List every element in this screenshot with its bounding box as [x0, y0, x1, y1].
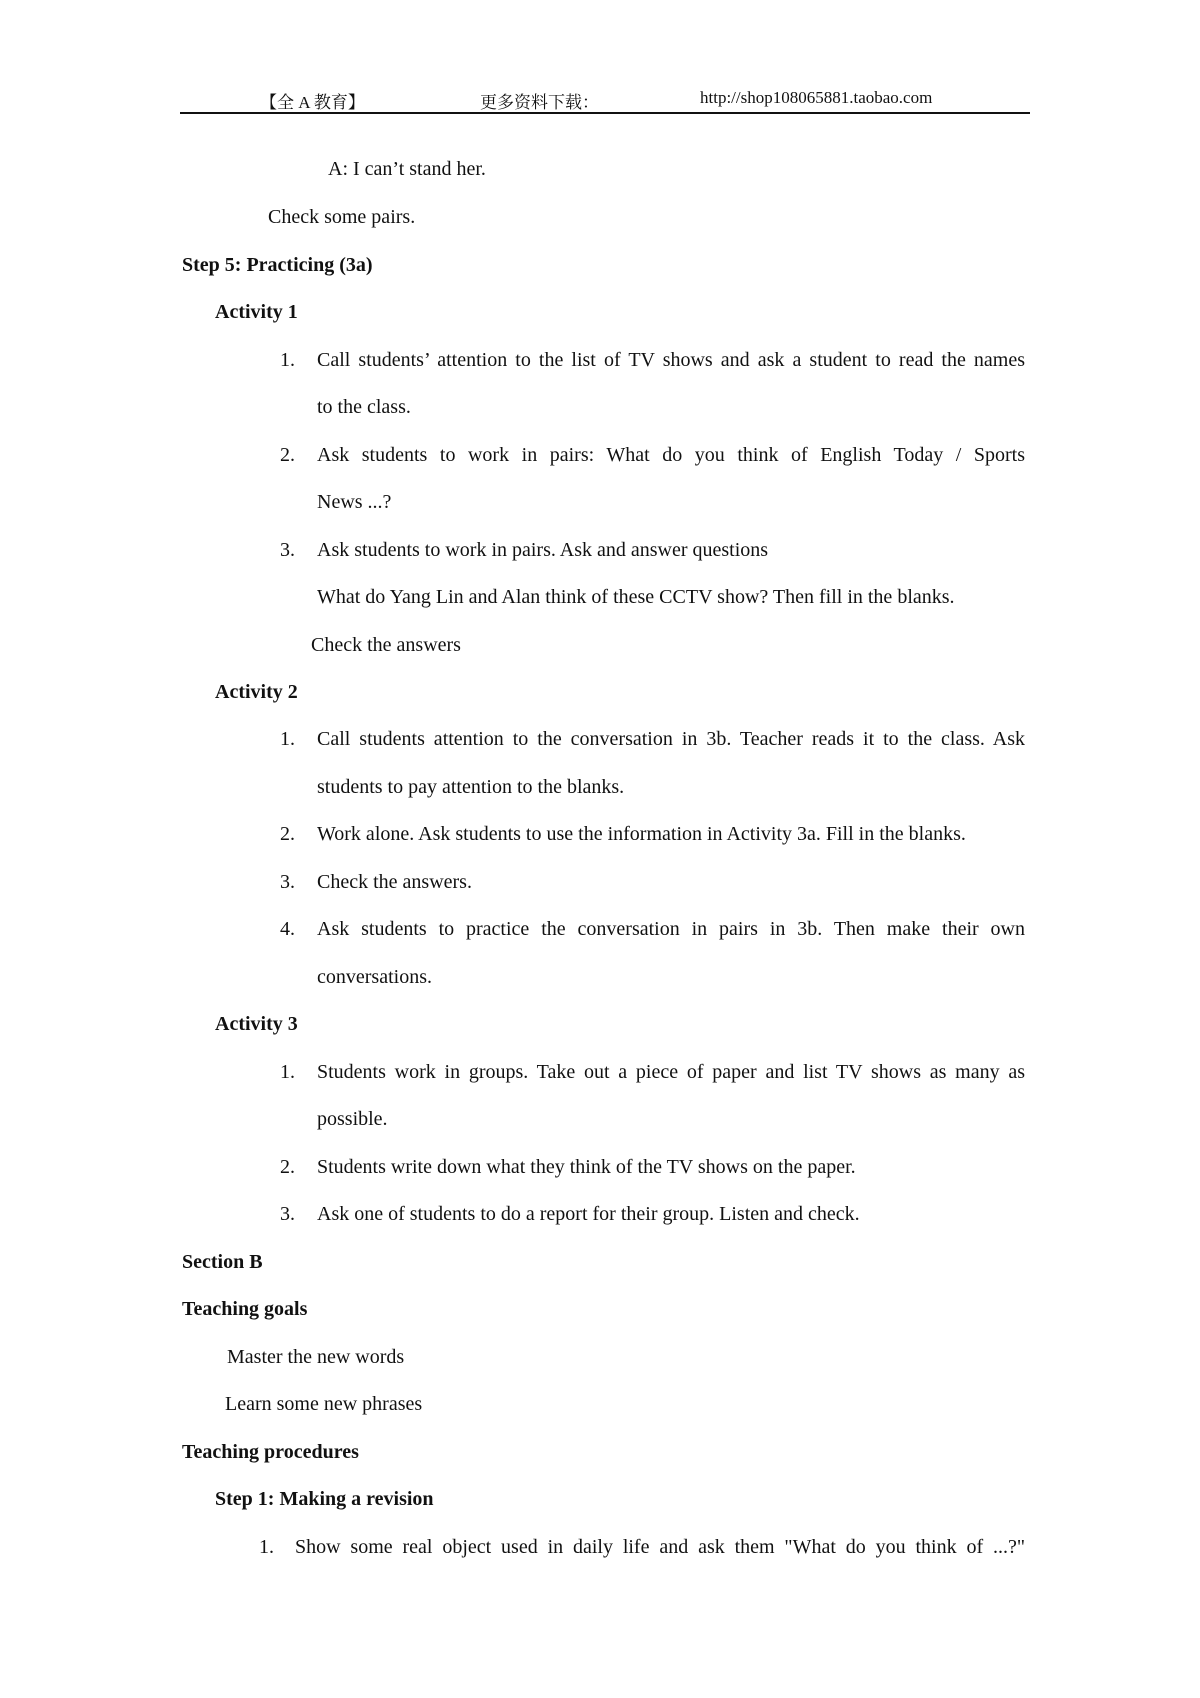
goal-item: Learn some new phrases [225, 1393, 423, 1415]
header-more-downloads: 更多资料下载： [480, 93, 599, 112]
teaching-procedures-heading: Teaching procedures [182, 1441, 359, 1463]
list-number: 3. [280, 1203, 295, 1225]
list-item-text: Work alone. Ask students to use the information in Activity 3a. Fill in the blanks. [317, 823, 966, 845]
check-pairs-text: Check some pairs. [268, 206, 416, 228]
check-answers-text: Check the answers [311, 634, 461, 656]
list-number: 1. [280, 1061, 295, 1083]
header-brand: 【全 A 教育】 [260, 93, 365, 112]
list-number: 2. [280, 444, 295, 466]
section-b-heading: Section B [182, 1251, 263, 1273]
list-number: 1. [259, 1536, 274, 1558]
header-url: http://shop108065881.taobao.com [700, 88, 933, 107]
list-item-text: Ask one of students to do a report for their group. Listen and check. [317, 1203, 860, 1225]
step1-heading: Step 1: Making a revision [215, 1488, 434, 1510]
activity1-heading: Activity 1 [215, 301, 298, 323]
list-number: 3. [280, 871, 295, 893]
list-item-text: Call students attention to the conversation in 3b. Teacher reads it to the class. Ask [317, 728, 1025, 750]
list-number: 4. [280, 918, 295, 940]
list-item-text: students to pay attention to the blanks. [317, 776, 625, 798]
list-number: 1. [280, 728, 295, 750]
list-item-text: Check the answers. [317, 871, 472, 893]
teaching-goals-heading: Teaching goals [182, 1298, 308, 1320]
list-item-text: Ask students to work in pairs: What do you think of English Today / Sports [317, 444, 1025, 466]
list-item-text: to the class. [317, 396, 411, 418]
list-item-text: Students write down what they think of the TV shows on the paper. [317, 1156, 856, 1178]
step5-heading: Step 5: Practicing (3a) [182, 254, 373, 276]
list-item-text: Ask students to practice the conversation in pairs in 3b. Then make their own [317, 918, 1025, 940]
list-item-text: Ask students to work in pairs. Ask and answer questions [317, 539, 769, 561]
list-number: 2. [280, 823, 295, 845]
list-item-text: conversations. [317, 966, 432, 988]
list-number: 1. [280, 349, 295, 371]
list-item-text: Show some real object used in daily life and ask them "What do you think of ...?" [295, 1536, 1025, 1558]
list-item-text: Call students’ attention to the list of TV shows and ask a student to read the names [317, 349, 1025, 371]
dialogue-line: A: I can’t stand her. [328, 158, 486, 180]
list-number: 2. [280, 1156, 295, 1178]
activity2-heading: Activity 2 [215, 681, 298, 703]
list-item-text: Students work in groups. Take out a piece of paper and list TV shows as many as [317, 1061, 1025, 1083]
list-item-text: What do Yang Lin and Alan think of these CCTV show? Then fill in the blanks. [317, 586, 955, 608]
page-header [180, 80, 1030, 114]
list-item-text: News ...? [317, 491, 392, 513]
activity3-heading: Activity 3 [215, 1013, 298, 1035]
list-item-text: possible. [317, 1108, 388, 1130]
goal-item: Master the new words [227, 1346, 405, 1368]
list-number: 3. [280, 539, 295, 561]
